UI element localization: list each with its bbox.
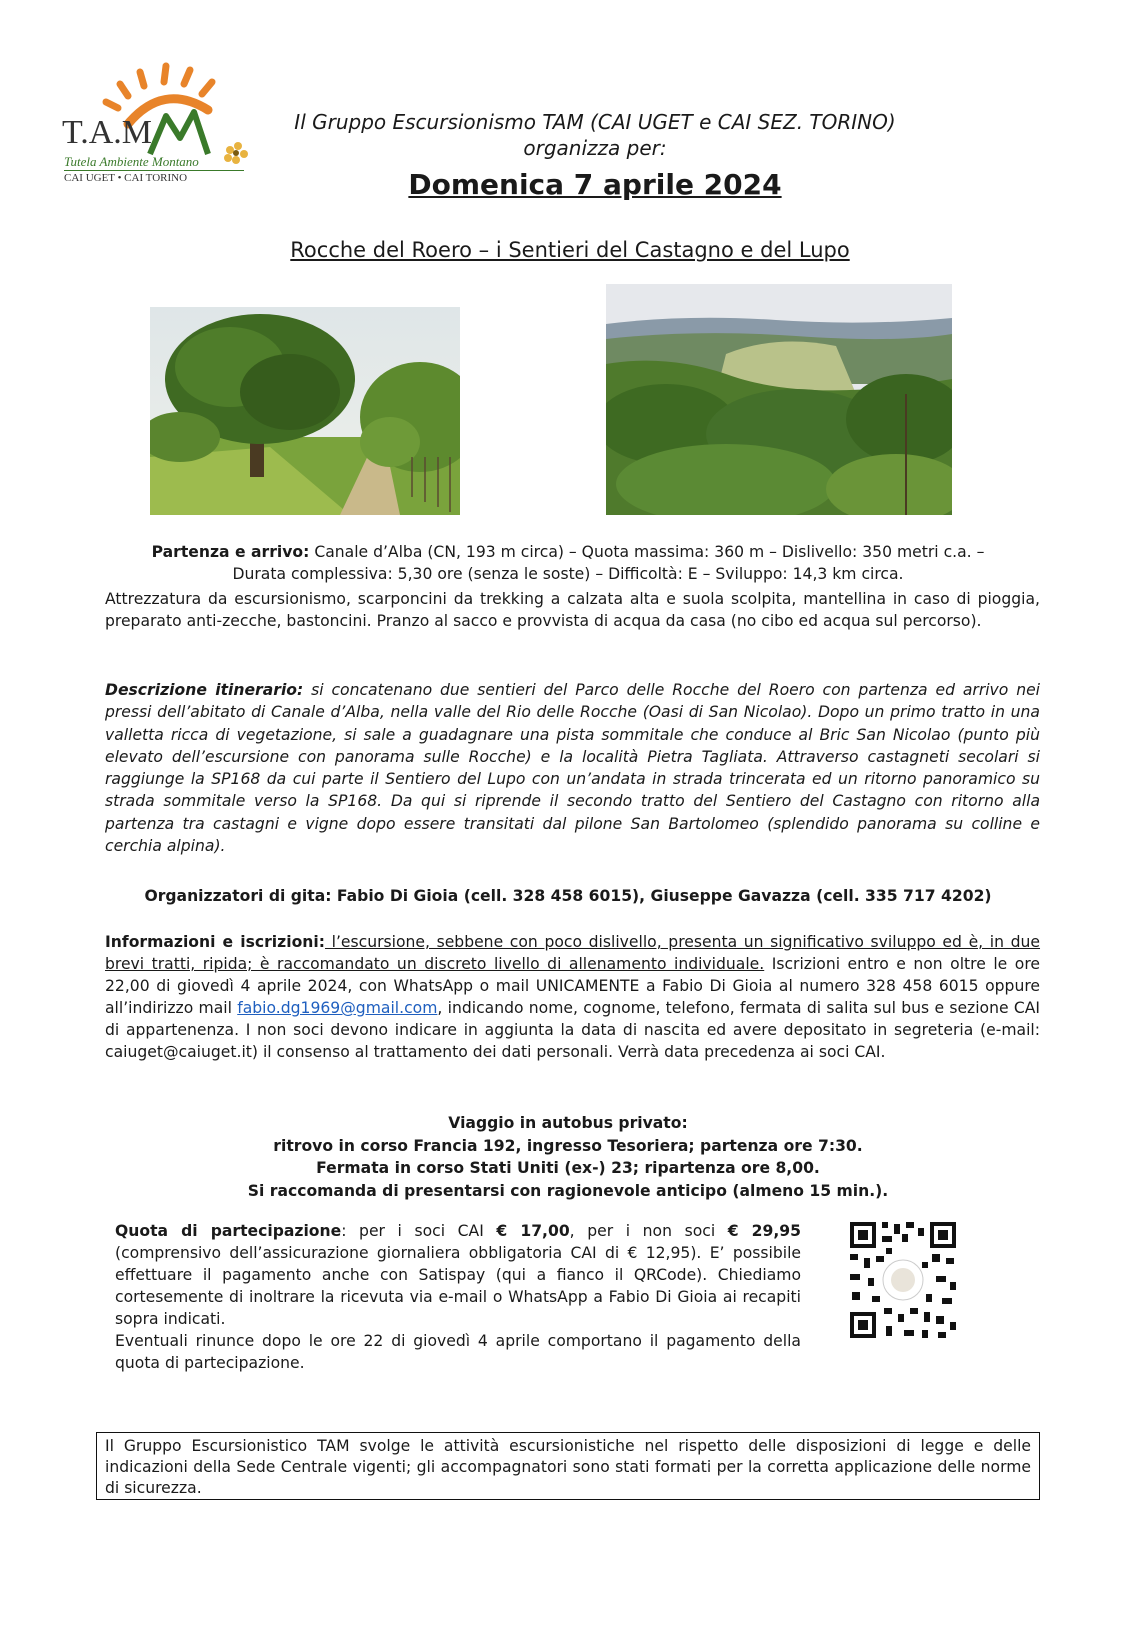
details-line-2: Durata complessiva: 5,30 ore (senza le soste) – Difficoltà: E – Sviluppo: 14,3 km circa. [232,565,904,583]
safety-notice-box: Il Gruppo Escursionistico TAM svolge le attività escursionistiche nel rispetto delle disposizioni di legge e delle indicazioni della Sede Centrale vigenti; gli accompagnatori sono stati formati per la corretta applicazione delle norme di sicurezza. [96,1432,1040,1500]
fee-text-3: (comprensivo dell’assicurazione giornaliera obbligatoria CAI di € 12,95). E’ possibile effettuare il pagamento anche con Satispay (qui a fianco il QRCode). Chiediamo cortesemente di inoltrare la ricevuta via e-mail o WhatsApp a Fabio Di Gioia ai recapiti sopra indicati. [115,1244,801,1328]
info-warning: l’escursione, sebbene con poco dislivello, presenta un significativo sviluppo ed è, in due brevi tratti, ripida; è raccomandato un discreto livello di allenamento individuale. [105,933,1041,973]
satispay-qr-code-icon [846,1218,960,1342]
photo-roero-hills [606,284,952,515]
info-label: Informazioni e iscrizioni: [105,933,325,951]
fee-text-2: , per i non soci [569,1222,728,1240]
description-paragraph [105,679,1040,857]
organizers-line: Organizzatori di gita: Fabio Di Gioia (cell. 328 458 6015), Giuseppe Gavazza (cell. 335 717 4202) [144,887,992,905]
contact-email-link[interactable]: fabio.dg1969@gmail.com [237,999,438,1017]
qr-code-graphic [846,1218,960,1342]
tam-logo [58,62,258,192]
fee-price-non-members: € 29,95 [727,1222,801,1240]
equipment-paragraph: Attrezzatura da escursionismo, scarponcini da trekking a calzata alta e suola scolpita, mantellina in caso di pioggia, preparato anti-zecche, bastoncini. Pranzo al sacco e provvista di acqua da casa (no cibo ed acqua sul percorso). [105,590,1040,630]
travel-block [96,1112,1040,1202]
header-organizes-for: organizza per: [523,136,667,160]
description-text: si concatenano due sentieri del Parco delle Rocche del Roero con partenza ed arrivo nei pressi dell’abitato di Canale d’Alba, nella valle del Rio delle Rocche (Oasi di San Nicolao). Dopo un primo tratto in una valletta ricca di vegetazione, si sale a guadagnare una pista sommitale che conduce al Bric San Nicolao (punto più elevato dell’escursione con panorama sulle Rocche) e la località Pietra Tagliata. Attraverso castagneti secolari si raggiunge la SP168 da cui parte il Sentiero del Lupo con un’andata in strada trincerata ed un ritorno panoramico su strada sommitale verso la SP168. Da qui si riprende il secondo tratto del Sentiero del Castagno con ritorno alla partenza tra castagni e vigne dopo essere transitati dal pilone San Bartolomeo (splendido panorama su colline e cerchia alpina). [105,681,1041,856]
info-paragraph [105,931,1040,1063]
description-label: Descrizione itinerario: [105,681,304,699]
details-label: Partenza e arrivo: [151,543,310,561]
event-date-text: Domenica 7 aprile 2024 [408,168,782,201]
fee-text-1: : per i soci CAI [341,1222,497,1240]
fee-price-members: € 17,00 [496,1222,570,1240]
details-line-1 [96,541,1040,563]
info-text-before-email: Iscrizioni entro e non oltre le ore 22,00 di giovedì 4 aprile 2024, con WhatsApp o mail UNICAMENTE a Fabio Di Gioia al numero 328 458 6015 oppure all’indirizzo mail [105,955,1040,1017]
fee-paragraph [115,1220,801,1374]
info-text-after-email: , indicando nome, cognome, telefono, fermata di salita sul bus e sezione CAI di appartenenza. I non soci devono indicare in aggiunta la data di nascita ed avere depositato in segreteria (e-mail: caiuget@caiuget.it) il consenso al trattamento dei dati personali. Verrà data precedenza ai soci CAI. [105,999,1040,1061]
logo-letters: T.A.M [62,114,153,151]
header-organizer: Il Gruppo Escursionismo TAM (CAI UGET e CAI SEZ. TORINO) [294,110,896,134]
event-date [250,168,940,201]
travel-line-2: ritrovo in corso Francia 192, ingresso Tesoriera; partenza ore 7:30. [273,1136,863,1155]
details-line-1-text: Canale d’Alba (CN, 193 m circa) – Quota massima: 360 m – Dislivello: 350 metri c.a. – [309,543,985,561]
travel-line-4: Si raccomanda di presentarsi con ragionevole anticipo (almeno 15 min.). [247,1181,889,1200]
fee-label: Quota di partecipazione [115,1222,342,1240]
travel-line-3: Fermata in corso Stati Uniti (ex-) 23; ripartenza ore 8,00. [316,1159,820,1177]
event-title [100,238,1040,262]
event-title-text: Rocche del Roero – i Sentieri del Castagno e del Lupo [290,238,850,262]
photo-chestnut-tree [150,307,460,515]
travel-line-1: Viaggio in autobus privato: [448,1114,688,1132]
logo-tagline: Tutela Ambiente Montano [64,154,244,171]
logo-sections: CAI UGET • CAI TORINO [64,172,188,184]
fee-cancellation: Eventuali rinunce dopo le ore 22 di giovedì 4 aprile comportano il pagamento della quota di partecipazione. [115,1332,801,1372]
